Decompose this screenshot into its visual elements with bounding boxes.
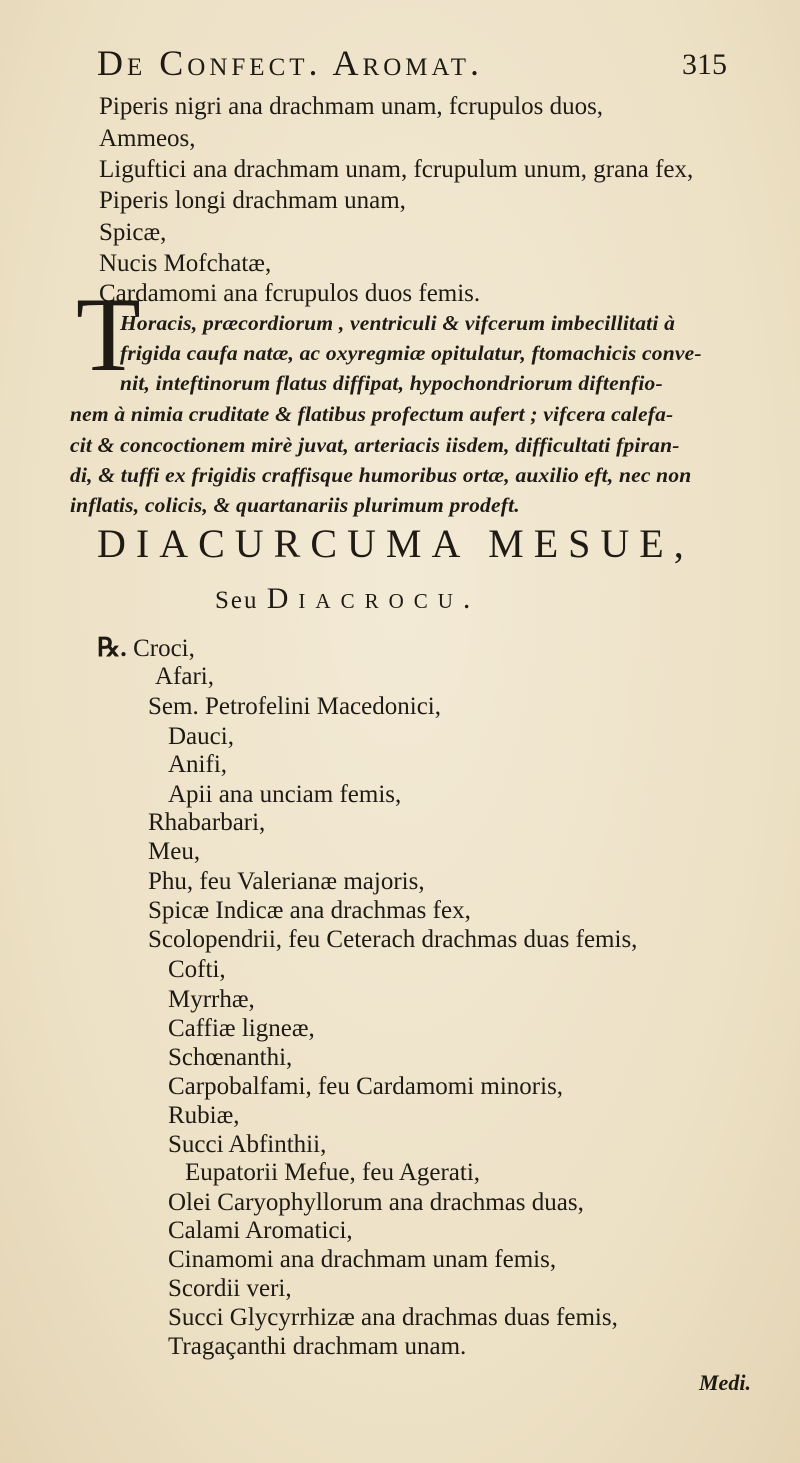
recipe-line: Scolopendrii, feu Ceterach drachmas duas femis, (148, 926, 638, 953)
paragraph-line: di, & tuffi ex frigidis craffisque humoribus ortæ, auxilio eft, nec non (70, 463, 692, 487)
recipe-line: Calami Aromatici, (168, 1217, 353, 1244)
recipe-line: Cinamomi ana drachmam unam femis, (168, 1246, 557, 1273)
paragraph-line: frigida caufa natæ, ac oxyregmiæ opitulatur, ftomachicis conve- (120, 341, 702, 365)
recipe-line: Carpobalfami, feu Cardamomi minoris, (168, 1073, 564, 1100)
running-head (97, 42, 727, 92)
top-line: Cardamomi ana fcrupulos duos femis. (99, 280, 481, 307)
recipe-line: Anifi, (168, 751, 228, 778)
section-subtitle (215, 582, 480, 616)
paragraph-line: inflatis, colicis, & quartanariis plurimum prodeft. (70, 493, 520, 517)
paragraph-line: nit, inteftinorum flatus diffipat, hypochondriorum diftenfio- (120, 371, 663, 395)
recipe-line: Eupatorii Mefue, feu Agerati, (185, 1159, 481, 1186)
recipe-line: Scordii veri, (168, 1275, 292, 1302)
recipe-line: Caffiæ ligneæ, (168, 1015, 315, 1042)
paragraph-line: cit & concoctionem mirè juvat, arteriacis iisdem, difficultati fpiran- (70, 433, 680, 457)
recipe-line-text: Croci, (133, 635, 195, 662)
recipe-symbol: ℞. (97, 633, 127, 662)
recipe-line: Olei Caryophyllorum ana drachmas duas, (168, 1189, 584, 1216)
recipe-line: Meu, (148, 838, 201, 865)
recipe-line: Schœnanthi, (168, 1044, 293, 1071)
recipe-line: Myrrhæ, (168, 986, 255, 1013)
subtitle-prefix: Seu (215, 587, 259, 614)
section-title: DIACURCUMA MESUE, (97, 521, 694, 566)
running-title: De Confect. Aromat. (97, 43, 484, 83)
recipe-line: Rhabarbari, (148, 809, 266, 836)
catchword: Medi. (699, 1370, 751, 1395)
recipe-line: Rubiæ, (168, 1102, 240, 1129)
top-line: Nucis Mofchatæ, (99, 250, 272, 277)
recipe-line: Tragaçanthi drachmam unam. (168, 1333, 467, 1360)
top-line: Ammeos, (99, 125, 196, 152)
recipe-line: Dauci, (168, 723, 234, 750)
paragraph-line: Horacis, præcordiorum , ventriculi & vifcerum imbecillitati à (120, 311, 676, 335)
top-line: Piperis nigri ana drachmam unam, fcrupulos duos, (99, 93, 604, 120)
recipe-line: Succi Abfinthii, (168, 1131, 327, 1158)
drop-cap: T (76, 276, 141, 393)
recipe-line (97, 633, 195, 664)
recipe-line: Succi Glycyrrhizæ ana drachmas duas femis, (168, 1304, 618, 1331)
recipe-line: Phu, feu Valerianæ majoris, (148, 868, 425, 895)
recipe-line: Cofti, (168, 956, 226, 983)
page-number: 315 (682, 48, 727, 81)
recipe-line: Apii ana unciam femis, (168, 781, 402, 808)
subtitle-name: Diacrocu. (266, 582, 481, 615)
top-line: Liguftici ana drachmam unam, fcrupulum unum, grana fex, (99, 156, 694, 183)
recipe-line: Afari, (155, 663, 214, 690)
recipe-line: Spicæ Indicæ ana drachmas fex, (148, 897, 471, 924)
recipe-line: Sem. Petrofelini Macedonici, (148, 693, 441, 720)
top-line: Piperis longi drachmam unam, (99, 187, 406, 214)
paragraph-line: nem à nimia cruditate & flatibus profectum aufert ; vifcera calefa- (70, 402, 674, 426)
top-line: Spicæ, (99, 219, 167, 246)
